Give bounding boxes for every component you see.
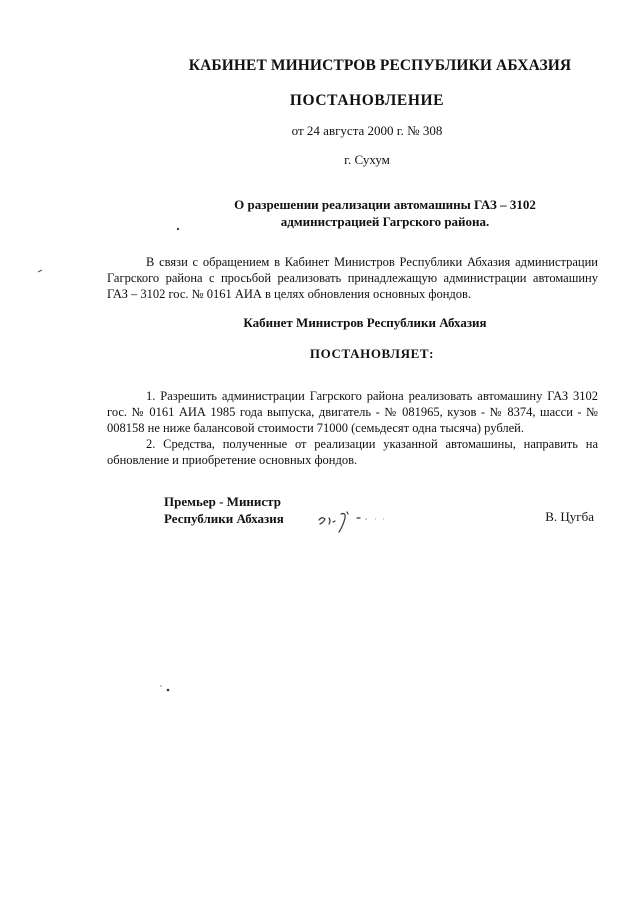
item-1-text: 1. Разрешить администрации Гагрского района реализовать автомашину ГАЗ 3102 гос. № 0161 АИА 1985 года выпуска, двигатель - № 081965, кузов - № 8374, шасси - № 008158 не ниже балансовой стоимости 71000 (семьдесят одна тысяча) рублей. — [107, 389, 598, 435]
signatory-name: В. Цугба — [545, 509, 594, 524]
handwritten-signature — [313, 500, 403, 540]
subject-line-1: О разрешении реализации автомашины ГАЗ – 3102 — [234, 197, 536, 212]
intro-text: В связи с обращением в Кабинет Министров Республики Абхазия администрации Гагрского района с просьбой реализовать принадлежащую администрации автомашину ГАЗ – 3102 гос. № 0161 АИА в целях обновления основных фондов. — [107, 255, 598, 301]
intro-paragraph — [107, 254, 598, 302]
city-line: г. Сухум — [344, 152, 390, 167]
resolution-item-1 — [107, 388, 598, 436]
organization-title: КАБИНЕТ МИНИСТРОВ РЕСПУБЛИКИ АБХАЗИЯ — [188, 57, 572, 74]
signatory-title-line-2: Республики Абхазия — [164, 511, 284, 526]
resolution-item-2 — [107, 436, 598, 468]
date-and-number: от 24 августа 2000 г. № 308 — [291, 123, 443, 138]
signatory-title-line-1: Премьер - Министр — [164, 494, 281, 509]
subject-heading — [0, 196, 640, 230]
item-2-text: 2. Средства, полученные от реализации указанной автомашины, направить на обновление и приобретение основных фондов. — [107, 437, 598, 467]
signatory-title — [164, 493, 284, 527]
subject-line-2: администрацией Гагрского района. — [280, 214, 490, 229]
resolves-line: ПОСТАНОВЛЯЕТ: — [309, 346, 435, 361]
document-type-title: ПОСТАНОВЛЕНИЕ — [289, 92, 445, 109]
issuer-line: Кабинет Министров Республики Абхазия — [243, 315, 487, 330]
